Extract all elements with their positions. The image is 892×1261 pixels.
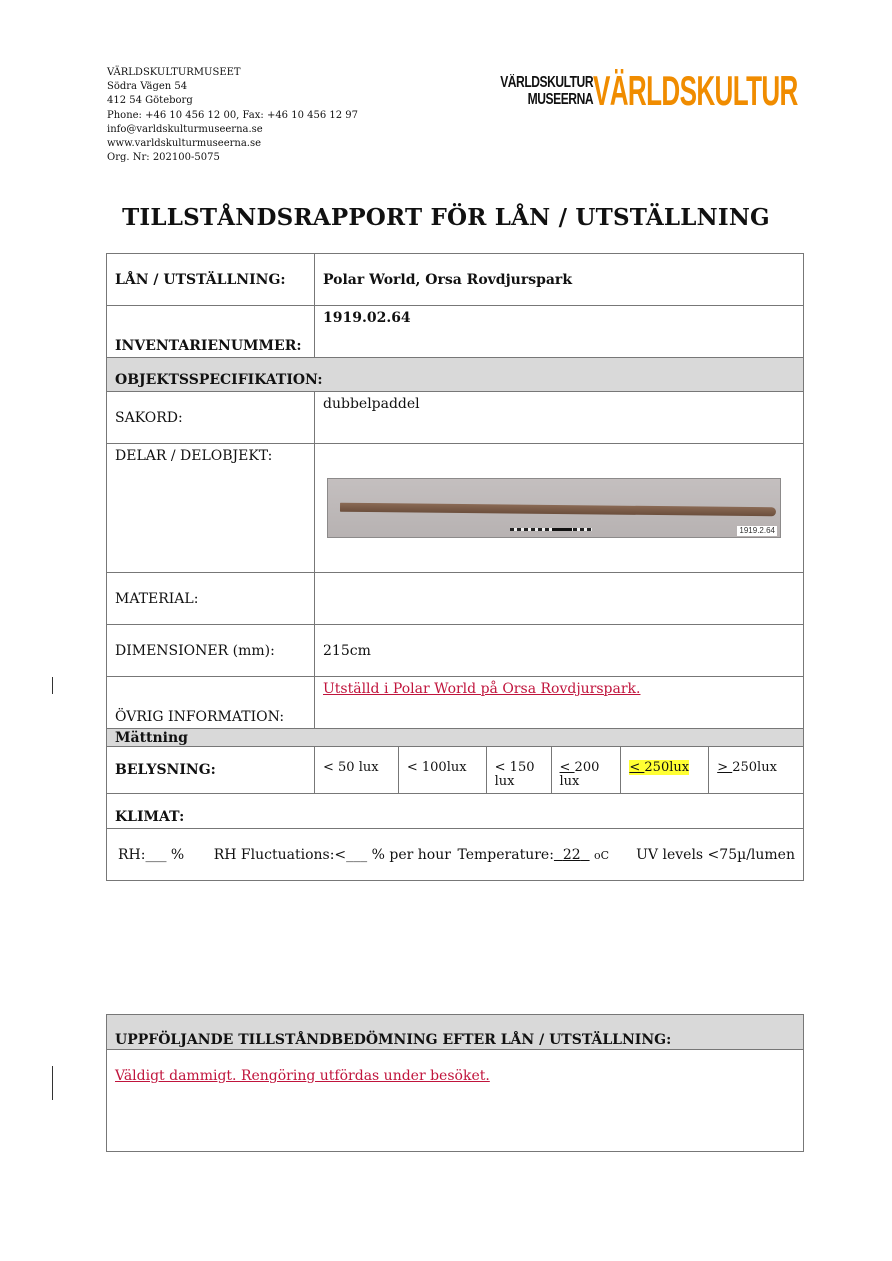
temperature-field[interactable]	[458, 847, 637, 863]
lux-value: 50	[338, 760, 355, 775]
logo-small-text	[500, 74, 593, 108]
table-row	[107, 677, 804, 729]
lux-prefix: <	[559, 760, 575, 775]
table-row	[107, 794, 804, 829]
page-title: TILLSTÅNDSRAPPORT FÖR LÅN / UTSTÄLLNING	[122, 204, 770, 231]
address-line: www.varldskulturmuseerna.se	[107, 138, 262, 150]
address-line: Org. Nr: 202100-5075	[107, 152, 220, 164]
climate-heading: KLIMAT:	[107, 794, 804, 829]
table-row	[107, 444, 804, 573]
lux-prefix: >	[717, 760, 733, 775]
address-line: Södra Vägen 54	[107, 81, 188, 93]
lux-value: 250	[644, 760, 670, 775]
scale-bar-segment	[552, 528, 572, 531]
material-label: MATERIAL:	[107, 573, 315, 625]
table-row	[107, 306, 804, 358]
table-row	[107, 1050, 804, 1152]
photo-number-tag: 1919.2.64	[739, 526, 775, 535]
lux-unit: lux	[559, 774, 580, 789]
measurement-heading: Mättning	[107, 729, 804, 747]
table-row	[107, 829, 804, 881]
dimension-value: 215cm	[315, 625, 804, 677]
lux-unit: lux	[669, 760, 690, 775]
lux-prefix: <	[323, 760, 339, 775]
table-row	[107, 392, 804, 444]
temperature-label: Temperature:	[457, 846, 554, 863]
lux-option-250-selected[interactable]	[621, 747, 709, 793]
revision-mark	[52, 1066, 53, 1100]
table-row	[107, 729, 804, 747]
report-table	[106, 253, 804, 881]
lux-value: 200	[574, 760, 600, 775]
table-row	[107, 747, 804, 794]
lighting-options	[315, 747, 804, 794]
table-row	[107, 358, 804, 392]
loan-value: Polar World, Orsa Rovdjurspark	[315, 254, 804, 306]
loan-label: LÅN / UTSTÄLLNING:	[107, 254, 315, 306]
address-line: VÄRLDSKULTURMUSEET	[107, 67, 241, 78]
inventory-value: 1919.02.64	[315, 306, 804, 358]
table-row	[107, 573, 804, 625]
lux-prefix: <	[629, 760, 645, 775]
rh-fluctuation-field[interactable]: RH Fluctuations:<___ % per hour	[213, 846, 451, 863]
parts-photo-cell	[315, 444, 804, 573]
table-row	[107, 254, 804, 306]
lux-unit: lux	[757, 760, 777, 775]
lighting-label: BELYSNING:	[107, 747, 315, 794]
object-photo	[327, 478, 781, 538]
address-line: Phone: +46 10 456 12 00, Fax: +46 10 456 12 97	[107, 109, 359, 121]
address-line: info@varldskulturmuseerna.se	[107, 123, 263, 135]
followup-table	[106, 1014, 804, 1152]
sakord-label: SAKORD:	[107, 392, 315, 444]
lux-prefix: <	[494, 760, 510, 775]
lux-option-100[interactable]	[399, 747, 487, 793]
temperature-unit: oC	[594, 848, 610, 862]
lux-option-200[interactable]	[552, 747, 622, 793]
dimension-label: DIMENSIONER (mm):	[107, 625, 315, 677]
uv-field[interactable]: UV levels <75µ/lumen	[636, 846, 795, 863]
lux-option-over-250[interactable]	[709, 747, 803, 793]
museum-logo	[474, 68, 892, 114]
climate-values	[107, 829, 804, 881]
lux-option-150[interactable]	[487, 747, 552, 793]
objspec-heading: OBJEKTSSPECIFIKATION:	[107, 358, 804, 392]
address-line: 412 54 Göteborg	[107, 95, 193, 107]
lux-value: 100	[421, 760, 447, 775]
other-info-value: Utställd i Polar World på Orsa Rovdjurspark.	[315, 677, 804, 729]
table-row	[107, 625, 804, 677]
table-row	[107, 1015, 804, 1050]
parts-label: DELAR / DELOBJEKT:	[107, 444, 315, 573]
lux-value: 250	[732, 760, 758, 775]
logo-line2: MUSEERNA	[527, 91, 594, 108]
lux-unit: lux	[358, 760, 379, 775]
temperature-value: 22	[562, 846, 581, 863]
lux-unit: lux	[446, 760, 467, 775]
sakord-value: dubbelpaddel	[315, 392, 804, 444]
other-info-label: ÖVRIG INFORMATION:	[107, 677, 315, 729]
scale-bar	[510, 528, 592, 531]
lux-value: 150	[509, 760, 535, 775]
inventory-label: INVENTARIENUMMER:	[107, 306, 315, 358]
address-block	[107, 66, 358, 165]
logo-line1: VÄRLDSKULTUR	[500, 74, 594, 91]
lux-option-50[interactable]	[315, 747, 399, 793]
lux-unit: lux	[494, 774, 515, 789]
followup-text[interactable]: Väldigt dammigt. Rengöring utfördas under besöket.	[107, 1050, 804, 1152]
revision-mark	[52, 677, 53, 694]
followup-heading: UPPFÖLJANDE TILLSTÅNDBEDÖMNING EFTER LÅN / UTSTÄLLNING:	[107, 1015, 804, 1050]
lux-prefix: <	[406, 760, 422, 775]
logo-big-text: VÄRLDSKULTUR	[593, 67, 798, 114]
material-value	[315, 573, 804, 625]
rh-field[interactable]: RH:___ %	[118, 846, 185, 863]
paddle-image	[340, 503, 776, 517]
